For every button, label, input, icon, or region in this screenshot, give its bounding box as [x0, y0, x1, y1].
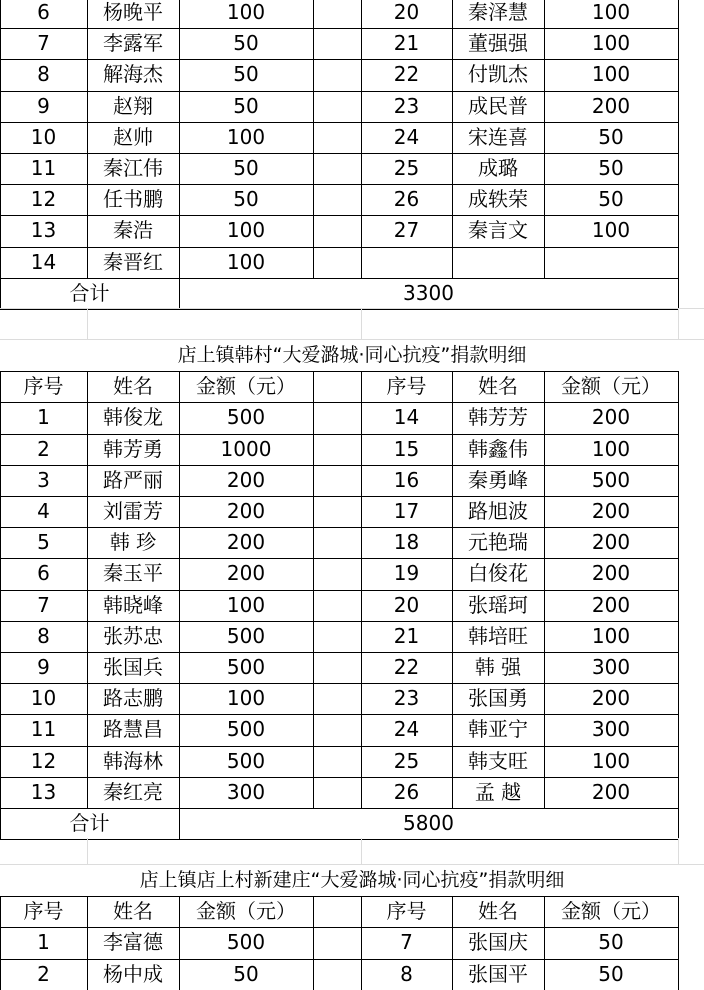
table-column-border — [452, 896, 453, 990]
table-column-border — [87, 0, 88, 278]
table-title: 店上镇店上村新建庄“大爱潞城·同心抗疫”捐款明细 — [139, 869, 565, 891]
table-row — [0, 652, 704, 683]
name-cell[interactable]: 成民普 — [468, 93, 528, 118]
amount-cell[interactable]: 200 — [591, 93, 631, 118]
amount-cell[interactable]: 50 — [598, 187, 624, 212]
table-column-border — [678, 0, 679, 309]
table-row-border — [0, 309, 679, 310]
amount-cell[interactable]: 100 — [591, 62, 631, 87]
amount-cell[interactable]: 200 — [591, 405, 631, 430]
table-row — [0, 122, 704, 153]
name-cell[interactable]: 赵帅 — [113, 124, 153, 149]
name-cell[interactable]: 路旭波 — [468, 499, 528, 523]
table-row-border — [0, 247, 679, 248]
table-header-row — [0, 371, 704, 402]
serial-cell[interactable]: 14 — [393, 405, 420, 430]
serial-cell[interactable]: 23 — [393, 93, 420, 118]
name-cell[interactable]: 秦泽慧 — [468, 0, 528, 24]
name-cell[interactable]: 韩亚宁 — [468, 717, 528, 742]
table-row — [0, 28, 704, 59]
spreadsheet-gridline — [87, 838, 88, 865]
table-total-row — [0, 808, 704, 839]
table-column-border — [544, 371, 545, 808]
column-header[interactable]: 序号 — [23, 374, 64, 399]
table-column-border — [452, 371, 453, 808]
name-cell[interactable]: 路慧昌 — [103, 717, 163, 742]
column-header[interactable]: 姓名 — [478, 899, 518, 924]
serial-cell[interactable]: 14 — [30, 249, 57, 274]
amount-cell[interactable]: 500 — [226, 623, 266, 648]
table-column-border — [179, 896, 180, 990]
amount-cell[interactable]: 100 — [226, 249, 266, 274]
serial-cell[interactable]: 9 — [37, 655, 50, 679]
amount-cell[interactable]: 500 — [226, 748, 266, 773]
serial-cell[interactable]: 22 — [393, 655, 420, 679]
column-header[interactable]: 姓名 — [478, 374, 518, 399]
name-cell[interactable]: 秦江伟 — [103, 156, 163, 180]
table-column-border — [179, 0, 180, 309]
table-column-border — [678, 371, 679, 839]
serial-cell[interactable]: 3 — [37, 467, 50, 492]
amount-cell[interactable]: 50 — [233, 187, 259, 212]
amount-cell[interactable]: 50 — [598, 156, 624, 180]
name-cell[interactable]: 白俊花 — [468, 561, 528, 586]
total-value-cell[interactable]: 3300 — [403, 280, 454, 305]
table-row-border — [0, 215, 679, 216]
serial-cell[interactable]: 21 — [393, 623, 420, 648]
table-row-border — [0, 683, 679, 684]
serial-cell[interactable]: 7 — [37, 31, 50, 56]
serial-cell[interactable]: 26 — [393, 187, 420, 212]
amount-cell[interactable]: 100 — [591, 623, 631, 648]
amount-cell[interactable]: 500 — [591, 467, 631, 492]
amount-cell[interactable]: 200 — [591, 530, 631, 555]
table-row-border — [0, 434, 679, 435]
spreadsheet-gridline — [361, 838, 362, 865]
amount-cell[interactable]: 50 — [233, 31, 259, 56]
name-cell[interactable]: 付凯杰 — [468, 62, 528, 87]
amount-cell[interactable]: 50 — [598, 930, 624, 955]
name-cell[interactable]: 秦言文 — [468, 218, 528, 243]
serial-cell[interactable] — [361, 247, 452, 278]
table-row — [0, 527, 704, 558]
name-cell[interactable]: 张苏忠 — [103, 623, 163, 648]
serial-cell[interactable]: 10 — [30, 124, 57, 149]
name-cell[interactable]: 秦浩 — [113, 218, 153, 243]
spreadsheet-gridline — [0, 308, 704, 309]
table-row — [0, 434, 704, 465]
amount-cell[interactable]: 200 — [591, 561, 631, 586]
spreadsheet-gridline — [0, 339, 704, 340]
amount-cell[interactable]: 100 — [226, 0, 266, 24]
table-column-border — [361, 371, 362, 808]
amount-cell[interactable]: 50 — [233, 62, 259, 87]
name-cell[interactable]: 韩俊龙 — [103, 405, 163, 430]
serial-cell[interactable]: 17 — [393, 499, 420, 523]
table-header-row — [0, 896, 704, 927]
amount-cell[interactable]: 200 — [226, 467, 266, 492]
name-cell[interactable]: 韩培旺 — [468, 623, 528, 648]
total-label-cell[interactable]: 合计 — [69, 811, 110, 835]
name-cell[interactable]: 韩芳勇 — [103, 436, 163, 461]
serial-cell[interactable]: 15 — [393, 436, 420, 461]
name-cell[interactable]: 解海杰 — [103, 62, 163, 87]
serial-cell[interactable]: 4 — [37, 499, 50, 523]
amount-cell[interactable]: 300 — [226, 779, 266, 804]
table-row-border — [0, 496, 679, 497]
table-row — [0, 496, 704, 527]
name-cell[interactable]: 秦晋红 — [103, 249, 163, 274]
serial-cell[interactable]: 5 — [37, 530, 50, 555]
name-cell[interactable]: 任书鹏 — [103, 187, 163, 212]
table-row — [0, 59, 704, 90]
table-row — [0, 959, 704, 990]
amount-cell[interactable]: 300 — [591, 655, 631, 679]
table-row — [0, 714, 704, 745]
table-column-border — [87, 371, 88, 808]
column-header[interactable]: 金额（元） — [196, 374, 296, 399]
amount-cell[interactable]: 200 — [591, 686, 631, 711]
serial-cell[interactable]: 13 — [30, 218, 57, 243]
table-row-border — [0, 896, 679, 897]
name-cell[interactable]: 董强强 — [468, 31, 528, 56]
amount-cell[interactable] — [544, 247, 678, 278]
amount-cell[interactable]: 200 — [591, 779, 631, 804]
amount-cell[interactable]: 1000 — [220, 436, 272, 461]
serial-cell[interactable]: 12 — [30, 748, 57, 773]
serial-cell[interactable]: 8 — [37, 623, 50, 648]
amount-cell[interactable]: 50 — [233, 156, 259, 180]
serial-cell[interactable]: 24 — [393, 124, 420, 149]
amount-cell[interactable]: 300 — [591, 717, 631, 742]
name-cell[interactable]: 元艳瑞 — [468, 530, 528, 555]
table-row-border — [0, 28, 679, 29]
name-cell[interactable]: 孟 越 — [474, 779, 522, 804]
serial-cell[interactable]: 11 — [30, 156, 57, 180]
table-total-row — [0, 278, 704, 309]
amount-cell[interactable]: 50 — [598, 961, 624, 986]
table-row-border — [0, 402, 679, 403]
name-cell[interactable]: 李富德 — [103, 930, 163, 955]
amount-cell[interactable]: 500 — [226, 717, 266, 742]
table-row — [0, 247, 704, 278]
amount-cell[interactable]: 100 — [226, 686, 266, 711]
serial-cell[interactable]: 24 — [393, 717, 420, 742]
table-row — [0, 746, 704, 777]
serial-cell[interactable]: 16 — [393, 467, 420, 492]
name-cell[interactable]: 秦玉平 — [103, 561, 163, 586]
serial-cell[interactable]: 9 — [37, 93, 50, 118]
name-cell[interactable]: 韩鑫伟 — [468, 436, 528, 461]
serial-cell[interactable]: 10 — [30, 686, 57, 711]
table-row-border — [0, 746, 679, 747]
table-column-border — [313, 896, 314, 990]
column-header[interactable]: 姓名 — [113, 899, 153, 924]
table-row-border — [0, 122, 679, 123]
name-cell[interactable]: 李露军 — [103, 31, 163, 56]
name-cell[interactable]: 宋连喜 — [468, 124, 528, 149]
name-cell[interactable]: 赵翔 — [113, 93, 153, 118]
table-row-border — [0, 621, 679, 622]
amount-cell[interactable]: 200 — [591, 499, 631, 523]
table-row-border — [0, 959, 679, 960]
table-column-border — [544, 0, 545, 278]
table-row-border — [0, 371, 679, 372]
amount-cell[interactable]: 100 — [591, 218, 631, 243]
spreadsheet-gridline — [678, 838, 679, 865]
table-row — [0, 0, 704, 28]
total-label-cell[interactable]: 合计 — [69, 280, 110, 305]
table-row-border — [0, 714, 679, 715]
serial-cell[interactable]: 18 — [393, 530, 420, 555]
amount-cell[interactable]: 100 — [591, 31, 631, 56]
serial-cell[interactable]: 13 — [30, 779, 57, 804]
amount-cell[interactable]: 200 — [226, 499, 266, 523]
table-row-border — [0, 558, 679, 559]
serial-cell[interactable]: 8 — [37, 62, 50, 87]
table-row — [0, 590, 704, 621]
table-row — [0, 683, 704, 714]
column-header[interactable]: 金额（元） — [561, 899, 661, 924]
table-column-border — [361, 896, 362, 990]
amount-cell[interactable]: 100 — [591, 436, 631, 461]
name-cell[interactable]: 张国兵 — [103, 655, 163, 679]
serial-cell[interactable]: 2 — [37, 961, 50, 986]
serial-cell[interactable]: 26 — [393, 779, 420, 804]
name-cell[interactable]: 路严丽 — [103, 467, 163, 492]
serial-cell[interactable]: 1 — [37, 930, 50, 955]
serial-cell[interactable]: 25 — [393, 156, 420, 180]
name-cell[interactable]: 韩芳芳 — [468, 405, 528, 430]
spreadsheet-gridline — [361, 308, 362, 340]
serial-cell[interactable]: 27 — [393, 218, 420, 243]
table-column-border — [179, 371, 180, 839]
table-column-border — [0, 0, 1, 309]
amount-cell[interactable]: 200 — [226, 530, 266, 555]
table-row-border — [0, 839, 679, 840]
amount-cell[interactable]: 500 — [226, 655, 266, 679]
name-cell[interactable]: 成轶荣 — [468, 187, 528, 212]
table-row-border — [0, 465, 679, 466]
table-row — [0, 402, 704, 433]
table-row — [0, 91, 704, 122]
name-cell[interactable]: 秦红亮 — [103, 779, 163, 804]
table-title: 店上镇韩村“大爱潞城·同心抗疫”捐款明细 — [177, 344, 527, 366]
table-row-border — [0, 652, 679, 653]
amount-cell[interactable]: 100 — [226, 218, 266, 243]
column-header[interactable]: 序号 — [386, 374, 427, 399]
table-row-border — [0, 184, 679, 185]
table-row — [0, 465, 704, 496]
column-header[interactable]: 序号 — [386, 899, 427, 924]
serial-cell[interactable]: 19 — [393, 561, 420, 586]
serial-cell[interactable]: 7 — [37, 592, 50, 617]
serial-cell[interactable]: 20 — [393, 592, 420, 617]
table-row — [0, 215, 704, 246]
name-cell[interactable]: 杨中成 — [103, 961, 163, 986]
table-column-border — [544, 896, 545, 990]
serial-cell[interactable]: 11 — [30, 717, 57, 742]
amount-cell[interactable]: 100 — [591, 748, 631, 773]
table-column-border — [87, 896, 88, 990]
amount-cell[interactable]: 100 — [591, 0, 631, 24]
table-column-border — [0, 896, 1, 990]
table-row — [0, 184, 704, 215]
amount-cell[interactable]: 50 — [233, 93, 259, 118]
name-cell[interactable]: 韩支旺 — [468, 748, 528, 773]
table-row — [0, 777, 704, 808]
name-cell[interactable]: 张国平 — [468, 961, 528, 986]
spreadsheet-gridline — [87, 308, 88, 340]
column-header[interactable]: 姓名 — [113, 374, 153, 399]
name-cell[interactable]: 韩晓峰 — [103, 592, 163, 617]
serial-cell[interactable]: 20 — [393, 0, 420, 24]
column-header[interactable]: 金额（元） — [196, 899, 296, 924]
name-cell[interactable]: 成璐 — [478, 156, 518, 180]
table-column-border — [0, 371, 1, 839]
table-row-border — [0, 91, 679, 92]
table-row-border — [0, 927, 679, 928]
table-row-border — [0, 278, 679, 279]
serial-cell[interactable]: 2 — [37, 436, 50, 461]
amount-cell[interactable]: 500 — [226, 930, 266, 955]
name-cell[interactable]: 韩 珍 — [109, 530, 157, 555]
serial-cell[interactable]: 8 — [400, 961, 413, 986]
table-row-border — [0, 527, 679, 528]
column-header[interactable]: 金额（元） — [561, 374, 661, 399]
name-cell[interactable]: 张国勇 — [468, 686, 528, 711]
table-row — [0, 927, 704, 958]
serial-cell[interactable]: 25 — [393, 748, 420, 773]
name-cell[interactable]: 韩海林 — [103, 748, 163, 773]
serial-cell[interactable]: 22 — [393, 62, 420, 87]
spreadsheet-gridline — [678, 308, 679, 340]
name-cell[interactable] — [452, 247, 544, 278]
serial-cell[interactable]: 1 — [37, 405, 50, 430]
amount-cell[interactable]: 100 — [226, 592, 266, 617]
table-column-border — [313, 0, 314, 278]
amount-cell[interactable]: 500 — [226, 405, 266, 430]
table-row — [0, 153, 704, 184]
table-row-border — [0, 808, 679, 809]
table-row — [0, 621, 704, 652]
table-row-border — [0, 59, 679, 60]
table-row-border — [0, 590, 679, 591]
table-row — [0, 558, 704, 589]
serial-cell[interactable]: 7 — [400, 930, 413, 955]
spreadsheet-gridline — [0, 864, 704, 865]
serial-cell[interactable]: 12 — [30, 187, 57, 212]
name-cell[interactable]: 刘雷芳 — [103, 499, 163, 523]
amount-cell[interactable]: 200 — [591, 592, 631, 617]
table-column-border — [678, 896, 679, 990]
serial-cell[interactable]: 21 — [393, 31, 420, 56]
table-row-border — [0, 153, 679, 154]
table-column-border — [452, 0, 453, 278]
serial-cell[interactable]: 23 — [393, 686, 420, 711]
serial-cell[interactable]: 6 — [37, 561, 50, 586]
name-cell[interactable]: 张瑶珂 — [468, 592, 528, 617]
name-cell[interactable]: 韩 强 — [474, 655, 522, 679]
serial-cell[interactable]: 6 — [37, 0, 50, 24]
amount-cell[interactable]: 50 — [233, 961, 259, 986]
name-cell[interactable]: 秦勇峰 — [468, 467, 528, 492]
name-cell[interactable]: 路志鹏 — [103, 686, 163, 711]
name-cell[interactable]: 张国庆 — [468, 930, 528, 955]
amount-cell[interactable]: 50 — [598, 124, 624, 149]
column-header[interactable]: 序号 — [23, 899, 64, 924]
table-row-border — [0, 777, 679, 778]
table-column-border — [313, 371, 314, 808]
table-column-border — [361, 0, 362, 278]
total-value-cell[interactable]: 5800 — [403, 811, 454, 835]
name-cell[interactable]: 杨晚平 — [103, 0, 163, 24]
amount-cell[interactable]: 200 — [226, 561, 266, 586]
amount-cell[interactable]: 100 — [226, 124, 266, 149]
